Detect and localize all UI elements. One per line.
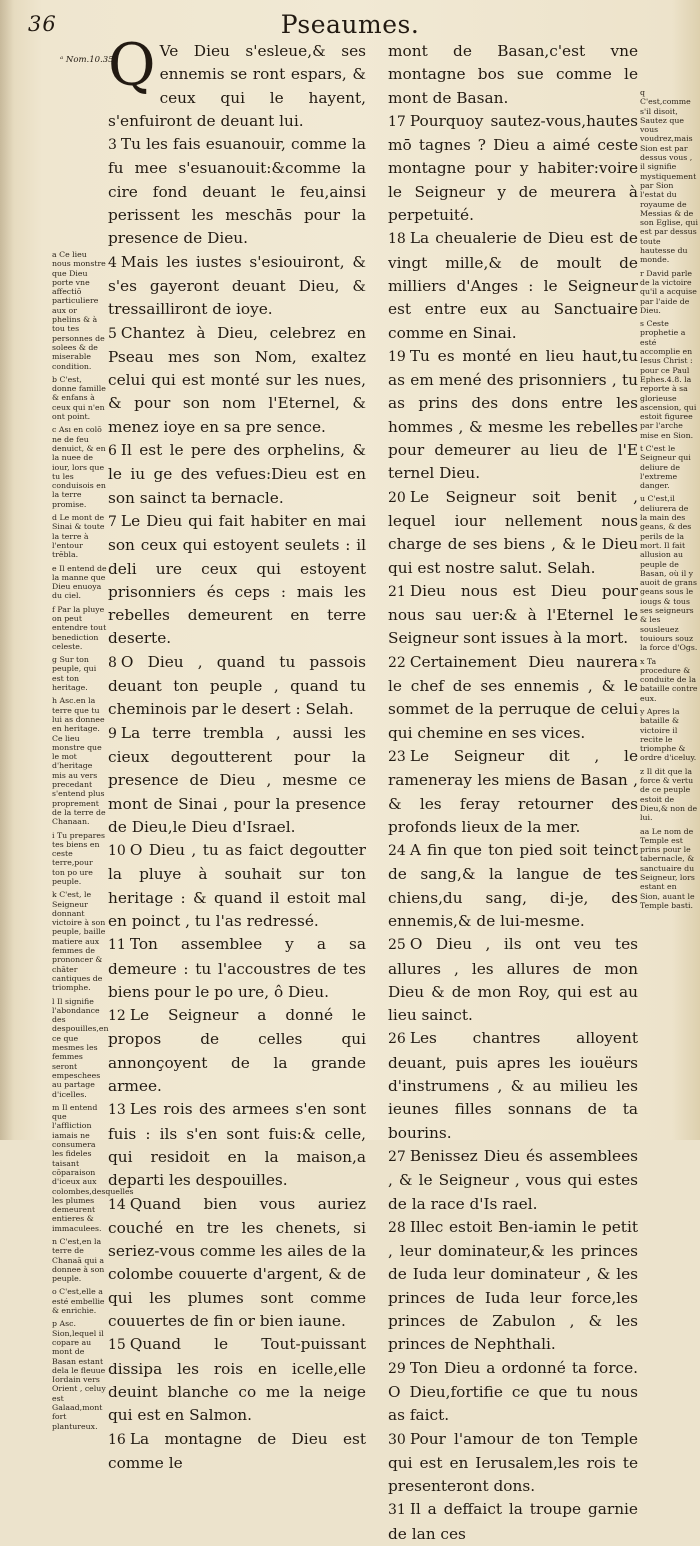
running-title: Pseaumes.: [280, 10, 420, 39]
verse: [108, 933, 366, 1004]
verse-text: Il est le pere des orphelins, & le iu ge des vefues:Dieu est en son sainct ta bernacle.: [108, 441, 366, 507]
verse-text: mont de Basan,c'est vne montagne bos sue comme le mont de Basan.: [388, 42, 638, 107]
verse-text: Quand le Tout-puissant dissipa les rois en icelle,elle deuint blanche co me la neige qui est en Salmon.: [108, 1335, 366, 1425]
verse-text: La montagne de Dieu est comme le: [108, 1429, 366, 1472]
verse-number: 19: [388, 348, 406, 365]
verse-text: O Dieu , ils ont veu tes allures , les allures de mon Dieu & de mon Roy, qui est au lieu sainct.: [388, 935, 638, 1025]
verse-text: Chantez à Dieu, celebrez en Pseau mes son Nom, exaltez celui qui est monté sur les nues, & pour son nom l'Eternel, & menez ioye en sa pre sence.: [108, 323, 366, 436]
marginal-note: aa Le nom de Temple est prins pour le tabernacle, & sanctuaire du Seigneur, lors estant en Sion, auant le Temple basti.: [640, 826, 695, 910]
verse-number: 27: [388, 1148, 406, 1165]
verse-number: 28: [388, 1219, 406, 1236]
verse-text: Pour l'amour de ton Temple qui est en Ierusalem,les rois te presenteront dons.: [388, 1429, 638, 1496]
verse-text: Pourquoy sautez-vous,hautes mō tagnes ? Dieu a aimé ceste montagne pour y habiter:voire le Seigneur y de meurera à perpetuité.: [388, 111, 638, 225]
verse: [388, 1027, 638, 1144]
verse-text: La cheualerie de Dieu est de vingt mille,& de moult de milliers d'Anges : le Seigneur est entre eux au Sanctuaire comme en Sinai.: [388, 229, 638, 342]
verse: [388, 227, 638, 344]
verse-number: 30: [388, 1431, 406, 1448]
marginal-note: h Asc.en la terre que tu lui as donnee en heritage. Ce lieu monstre que le mot d'heritage mis au vers precedant s'entend plus proprement de la terre de Chanaan.: [52, 696, 106, 827]
verse-number: 24: [388, 843, 406, 860]
verse-text: Les chantres alloyent deuant, puis apres les iouëurs d'instrumens , & au milieu les ieunes filles sonnans de ta bourins.: [388, 1029, 638, 1142]
right-text-column: [388, 40, 638, 1543]
marginal-note: d Le mont de Sinai & toute la terre à l'entour trēbla.: [52, 513, 105, 560]
marginal-note: x Ta procedure & conduite de la bataille contre eux.: [640, 656, 698, 703]
verse: [388, 1428, 638, 1499]
verse: [388, 40, 638, 110]
marginal-note: s Ceste prophetie a esté accomplie en Iesus Christ : pour ce Paul Ephes.4.8. la reporte à sa glorieuse ascension, qui estoit figuree par l'arche mise en Sion.: [640, 319, 697, 440]
verse: [108, 651, 366, 722]
marginal-note: y Apres la bataille & victoire il recite le triomphe & ordre d'iceluy.: [640, 707, 697, 763]
verse-number: 10: [108, 843, 126, 860]
margin-reference: ᵃ Nom.10.35.: [60, 55, 117, 65]
verse-number: 25: [388, 937, 406, 954]
verse-number: 8: [108, 654, 117, 671]
left-text-column: [108, 31, 366, 1472]
right-margin-notes: [640, 88, 698, 1088]
verse-text: Tu les fais esuanouir, comme la fu mee s'esuanouit:&comme la cire fond deuant le feu,ainsi perissent les meschās pour la presence de Dieu.: [108, 135, 366, 248]
marginal-note: o C'est,elle a esté embellie & enrichie.: [52, 1287, 105, 1316]
verse-text: Quand bien vous auriez couché en tre les chenets, si seriez-vous comme les ailes de la colombe couuerte d'argent, & de qui les plumes sont comme couuertes de fin or bien iaune.: [108, 1194, 366, 1331]
verse-text: Ton assemblee y a sa demeure : tu l'accoustres de tes biens pour le po ure, ô Dieu.: [108, 935, 366, 1001]
verse-text: Le Seigneur dit , le rameneray les miens de Basan , & les feray retourner des profonds lieux de la mer.: [388, 746, 638, 836]
verse-number: 15: [108, 1337, 126, 1354]
verse: [108, 133, 366, 250]
page-number: 36: [28, 12, 57, 36]
verse: [388, 345, 638, 486]
verse: [388, 1145, 638, 1216]
verse: [108, 839, 366, 933]
verse-number: 20: [388, 489, 406, 506]
verse-text: Il a deffaict la troupe garnie de lan ces: [388, 1500, 638, 1543]
verse-number: 12: [108, 1008, 126, 1025]
verse: [388, 1357, 638, 1428]
verse: [108, 1193, 366, 1334]
marginal-note: t C'est le Seigneur qui deliure de l'extreme danger.: [640, 443, 691, 491]
verse-number: 16: [108, 1431, 126, 1448]
verse-number: 13: [108, 1102, 126, 1119]
verse-number: 6: [108, 443, 117, 460]
verse: [108, 1098, 366, 1192]
verse-text: Le Seigneur soit benit , lequel iour nellement nous charge de ses biens , & le Dieu qui est nostre salut. Selah.: [388, 487, 638, 577]
verse-number: 29: [388, 1360, 406, 1377]
verse-text: O Dieu , quand tu passois deuant ton peuple , quand tu cheminois par le desert : Selah.: [108, 652, 366, 719]
verse: [388, 933, 638, 1027]
verse-number: 11: [108, 937, 126, 954]
page-gutter-shadow: [0, 0, 14, 1140]
verse: [108, 1333, 366, 1427]
verse-text: Mais les iustes s'esiouiront, & s'es gayeront deuant Dieu, & tressailliront de ioye.: [108, 252, 366, 319]
verse-text: Illec estoit Ben-iamin le petit , leur dominateur,& les princes de Iuda leur dominateur , & les princes de Iuda leur force,les princes de Zabulon , & les princes de Nephthali.: [388, 1217, 638, 1354]
marginal-note: i Tu prepares tes biens en ceste terre,pour ton po ure peuple.: [52, 830, 105, 886]
verse-number: 31: [388, 1502, 406, 1519]
verse: [108, 722, 366, 839]
verse: [388, 745, 638, 839]
verse: [108, 322, 366, 439]
verse-text: Ve Dieu s'esleue,& ses ennemis se ront espars, & ceux qui le hayent, s'enfuiront de deuant lui.: [108, 42, 366, 130]
verse: [388, 839, 638, 933]
verse: [388, 580, 638, 651]
marginal-note: r David parle de la victoire qu'il a acquise par l'aide de Dieu.: [640, 268, 697, 315]
marginal-note: k C'est, le Seigneur donnant victoire à son peuple, baille matiere aux femmes de prononcer & chāter cantiques de triomphe.: [52, 890, 106, 993]
marginal-note: l Il signifie l'abondance des despouilles,en ce que mesmes les femmes seront empeschees au partage d'icelles.: [52, 996, 109, 1099]
verse-text: Certainement Dieu naurera le chef de ses ennemis , & le sommet de la perruque de celui qui chemine en ses vices.: [388, 652, 638, 742]
marginal-note: z Il dit que la force & vertu de ce peuple estoit de Dieu,& non de lui.: [640, 766, 698, 823]
verse-number: 3: [108, 137, 117, 154]
verse-text: O Dieu , tu as faict degoutter la pluye à souhait sur ton heritage : & quand il estoit mal en poinct , tu l'as redressé.: [108, 841, 366, 930]
verse-number: 9: [108, 725, 117, 742]
verse: [108, 439, 366, 510]
verse-text: Tu es monté en lieu haut,tu as em mené des prisonniers , tu as prins des dons entre les hommes , & mesme les rebelles pour demeurer au lieu de l'E ternel Dieu.: [388, 346, 638, 483]
marginal-note: a Ce lieu nous monstre que Dieu porte vne affectiō particuliere aux or phelins & à tou tes personnes de solees & de miserable condition.: [52, 250, 106, 371]
verse: [388, 651, 638, 745]
verse: [108, 1004, 366, 1098]
marginal-note: n C'est,en la terre de Chanaā qui a donnee à son peuple.: [52, 1236, 105, 1284]
marginal-note: g Sur ton peuple, qui est ton heritage.: [52, 655, 97, 693]
verse-number: 5: [108, 325, 117, 342]
verse: [388, 1216, 638, 1357]
marginal-note: q C'est,comme s'il disoit, Sautez que vous voudrez,mais Sion est par dessus vous , il signifie mystiquement par Sion l'estat du royaume de Messias & de son Eglise, qui est par dessus toute hautesse du monde.: [640, 88, 698, 265]
verse-number: 4: [108, 254, 117, 271]
verse-number: 7: [108, 513, 117, 530]
marginal-note: m Il entend que l'affliction iamais ne consumera les fideles taisant cōparaison d'iceux aux colombes,desquelles les plumes demeurent entieres & immaculees.: [52, 1102, 134, 1233]
verse-text: Le Dieu qui fait habiter en mai son ceux qui estoyent seulets : il deli ure ceux qui estoyent prisonniers és ceps : mais les rebelles demeurent en terre deserte.: [108, 511, 366, 648]
marginal-note: e Il entend de la manne que Dieu enuoya du ciel.: [52, 563, 107, 601]
marginal-note: f Par la pluye on peut entendre tout benediction celeste.: [52, 604, 107, 651]
verse-number: 21: [388, 583, 406, 600]
marginal-note: c Ası en colō ne de feu denuict, & en la nuee de iour, lors que tu les conduisois en la terre promise.: [52, 425, 106, 509]
verse-text: Les rois des armees s'en sont fuis : ils s'en sont fuis:& celle, qui residoit en la maison,a departi les despouilles.: [108, 1100, 366, 1190]
verse-text: La terre trembla , aussi les cieux degoutterent pour la presence de Dieu , mesme ce mont de Sinai , pour la presence de Dieu,le Dieu d'Israel.: [108, 723, 366, 836]
verse: [108, 1428, 366, 1476]
verse-text: A fin que ton pied soit teinct de sang,& la langue de tes chiens,du sang, di-je, des ennemis,& de lui-mesme.: [388, 841, 638, 930]
verse-number: 23: [388, 748, 406, 765]
verse: [108, 251, 366, 322]
drop-cap: Q: [108, 31, 156, 99]
verse-number: 18: [388, 231, 406, 248]
verse-number: 22: [388, 654, 406, 671]
marginal-note: b C'est, donne famille & enfans à ceux qui n'en ont point.: [52, 374, 106, 422]
verse: [388, 110, 638, 227]
verse-number: 14: [108, 1196, 126, 1213]
verse-text: Benissez Dieu és assemblees , & le Seigneur , vous qui estes de la race d'Is rael.: [388, 1146, 638, 1213]
verse: [388, 486, 638, 580]
verse-text: Le Seigneur a donné le propos de celles qui annonçoyent de la grande armee.: [108, 1006, 366, 1096]
marginal-note: u C'est,il deliurera de la main des geans, & des perils de la mort. Il fait allusion au peuple de Basan, où il y auoit de grans geans sous le iougs & tous ses seigneurs & les sousleuez touiours souz la force d'Ogs.: [640, 494, 698, 653]
running-head: [0, 8, 700, 38]
marginal-note: p Asc. Sion,lequel il copare au mont de Basan estant dela le fleuue Iordain vers Orient , celuy est Galaad,mont fort plantureux.: [52, 1319, 106, 1431]
verse-text: Ton Dieu a ordonné ta force. O Dieu,fortifie ce que tu nous as faict.: [388, 1358, 638, 1425]
verse: [108, 510, 366, 651]
verse: [388, 1498, 638, 1546]
verse-text: Dieu nous est Dieu pour nous sau uer:& à l'Eternel le Seigneur sont issues à la mort.: [388, 581, 638, 648]
verse-number: 17: [388, 113, 406, 130]
verse-number: 26: [388, 1031, 406, 1048]
